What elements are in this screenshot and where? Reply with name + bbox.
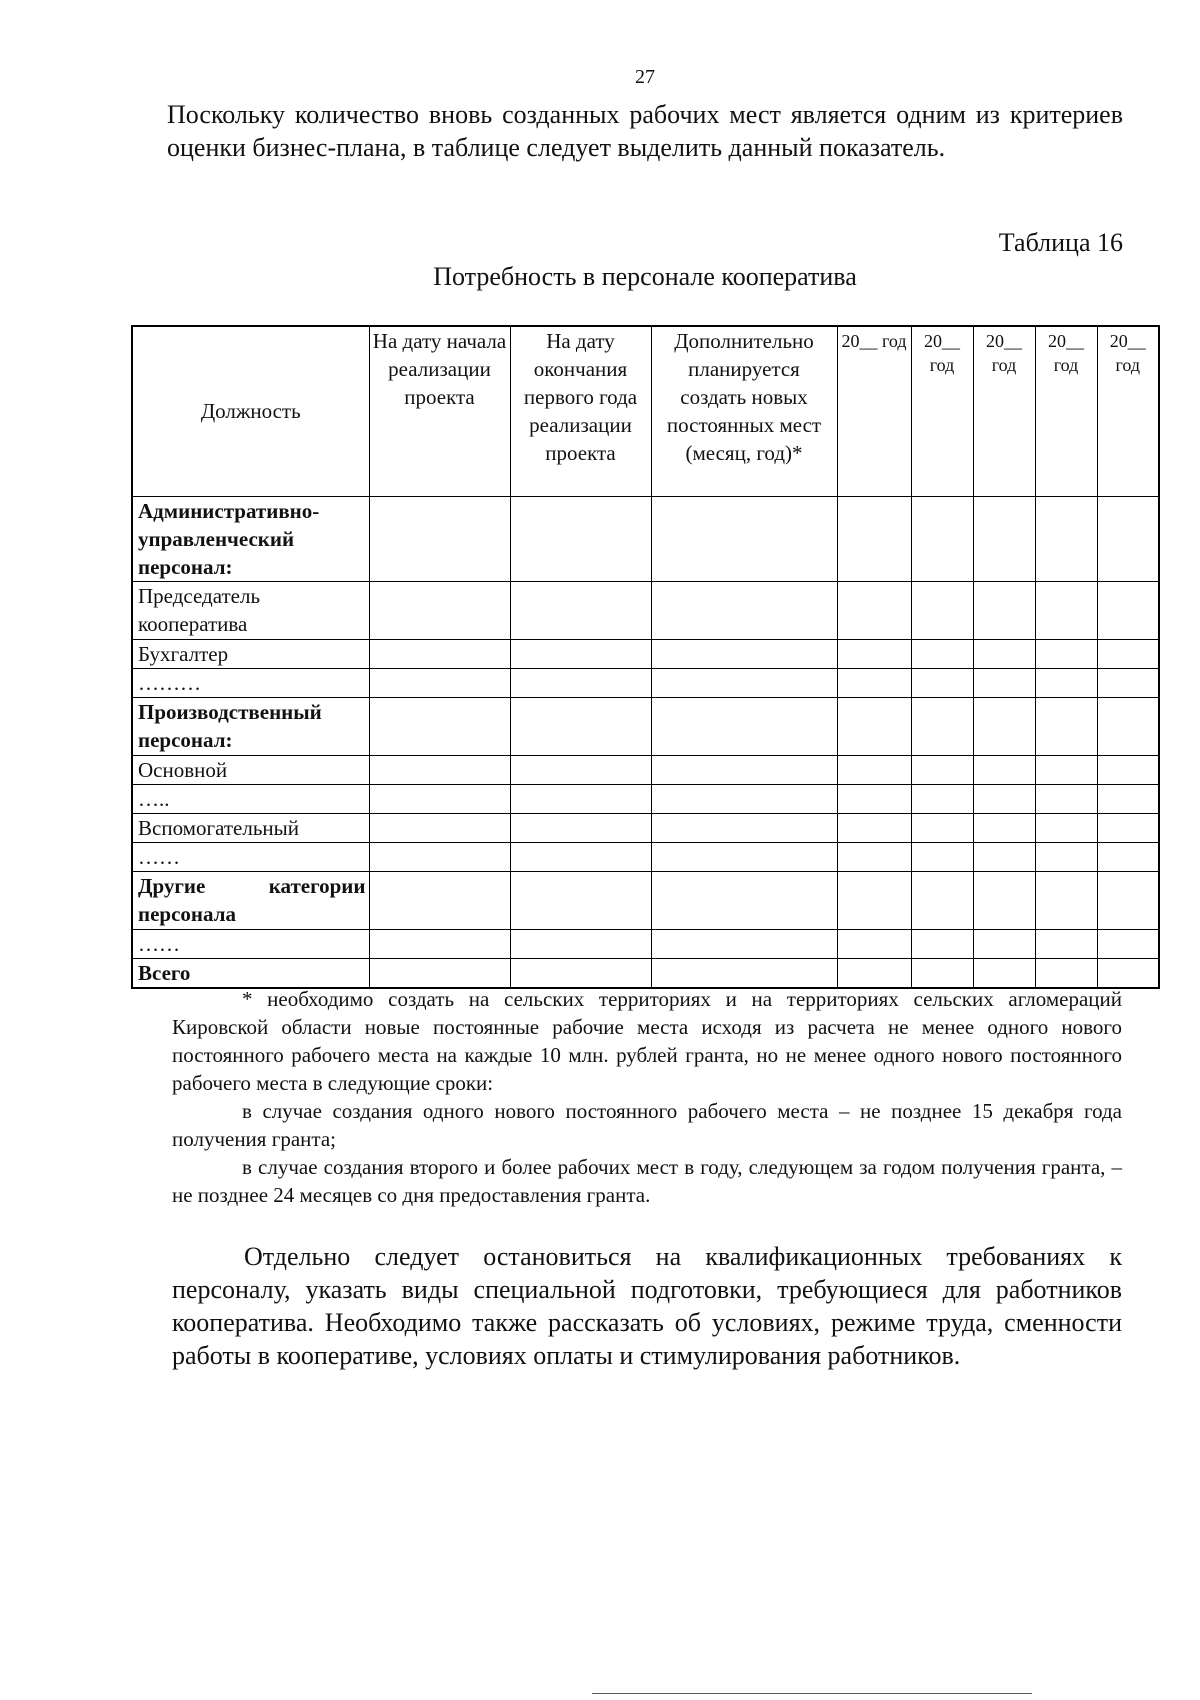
- staff-table: [131, 325, 1160, 989]
- footnote-paragraph-2: в случае создания одного нового постоянного рабочего места – не позднее 15 декабря года получения гранта;: [172, 1099, 1122, 1151]
- page-number: 27: [635, 66, 655, 88]
- table-row: [132, 784, 1159, 813]
- table-row: [132, 813, 1159, 842]
- header-start-date: На дату начала реализации проекта: [369, 326, 510, 496]
- row-label-total: Всего: [132, 958, 369, 988]
- footnote-paragraph-1: * необходимо создать на сельских территориях и на территориях сельских агломераций Кировской области новые постоянные рабочие места исходя из расчета не менее одного нового постоянного рабочего места на каждые 10 млн. рублей гранта, но не менее одного нового постоянного рабочего места в следующие сроки:: [172, 987, 1122, 1095]
- footer-rule: [592, 1693, 1032, 1694]
- footnote-paragraph-3: в случае создания второго и более рабочих мест в году, следующем за годом получения гранта, – не позднее 24 месяцев со дня предоставления гранта.: [172, 1155, 1122, 1207]
- row-label-other-categories: Другие категории персонала: [132, 871, 369, 929]
- header-year-3: 20__ год: [973, 326, 1035, 496]
- header-year-2: 20__ год: [911, 326, 973, 496]
- row-label-admin-staff: Административно-управленческий персонал:: [132, 496, 369, 581]
- table-header-row: [132, 326, 1159, 496]
- row-label-ellipsis: …..: [132, 784, 369, 813]
- header-year-4: 20__ год: [1035, 326, 1097, 496]
- row-label-production-staff: Производственный персонал:: [132, 697, 369, 755]
- row-label-chairman: Председатель кооператива: [132, 581, 369, 639]
- table-row: [132, 639, 1159, 668]
- footnote: [172, 985, 1122, 1209]
- table-row: [132, 842, 1159, 871]
- closing-paragraph: Отдельно следует остановиться на квалификационных требованиях к персоналу, указать виды специальной подготовки, требующиеся для работников кооператива. Необходимо также рассказать об условиях, режиме труда, сменности работы в кооперативе, условиях оплаты и стимулирования работников.: [172, 1242, 1122, 1370]
- table-row: [132, 581, 1159, 639]
- row-label-accountant: Бухгалтер: [132, 639, 369, 668]
- table-row: [132, 755, 1159, 784]
- table-row-total: [132, 958, 1159, 988]
- row-label-ellipsis: ……: [132, 929, 369, 958]
- table-row: [132, 871, 1159, 929]
- table-row: [132, 496, 1159, 581]
- intro-paragraph: Поскольку количество вновь созданных рабочих мест является одним из критериев оценки бизнес-плана, в таблице следует выделить данный показатель.: [167, 100, 1123, 162]
- row-label-ellipsis: ……: [132, 842, 369, 871]
- header-year-1: 20__ год: [837, 326, 911, 496]
- row-label-auxiliary: Вспомогательный: [132, 813, 369, 842]
- header-end-first-year: На дату окончания первого года реализации проекта: [510, 326, 651, 496]
- header-additional-jobs: Дополнительно планируется создать новых постоянных мест (месяц, год)*: [651, 326, 837, 496]
- header-year-5: 20__ год: [1097, 326, 1159, 496]
- table-row: [132, 668, 1159, 697]
- row-label-main: Основной: [132, 755, 369, 784]
- table-title: Потребность в персонале кооператива: [433, 262, 857, 291]
- table-row: [132, 929, 1159, 958]
- table-number: Таблица 16: [998, 228, 1123, 257]
- table-row: [132, 697, 1159, 755]
- row-label-ellipsis: ………: [132, 668, 369, 697]
- header-position: Должность: [132, 326, 369, 496]
